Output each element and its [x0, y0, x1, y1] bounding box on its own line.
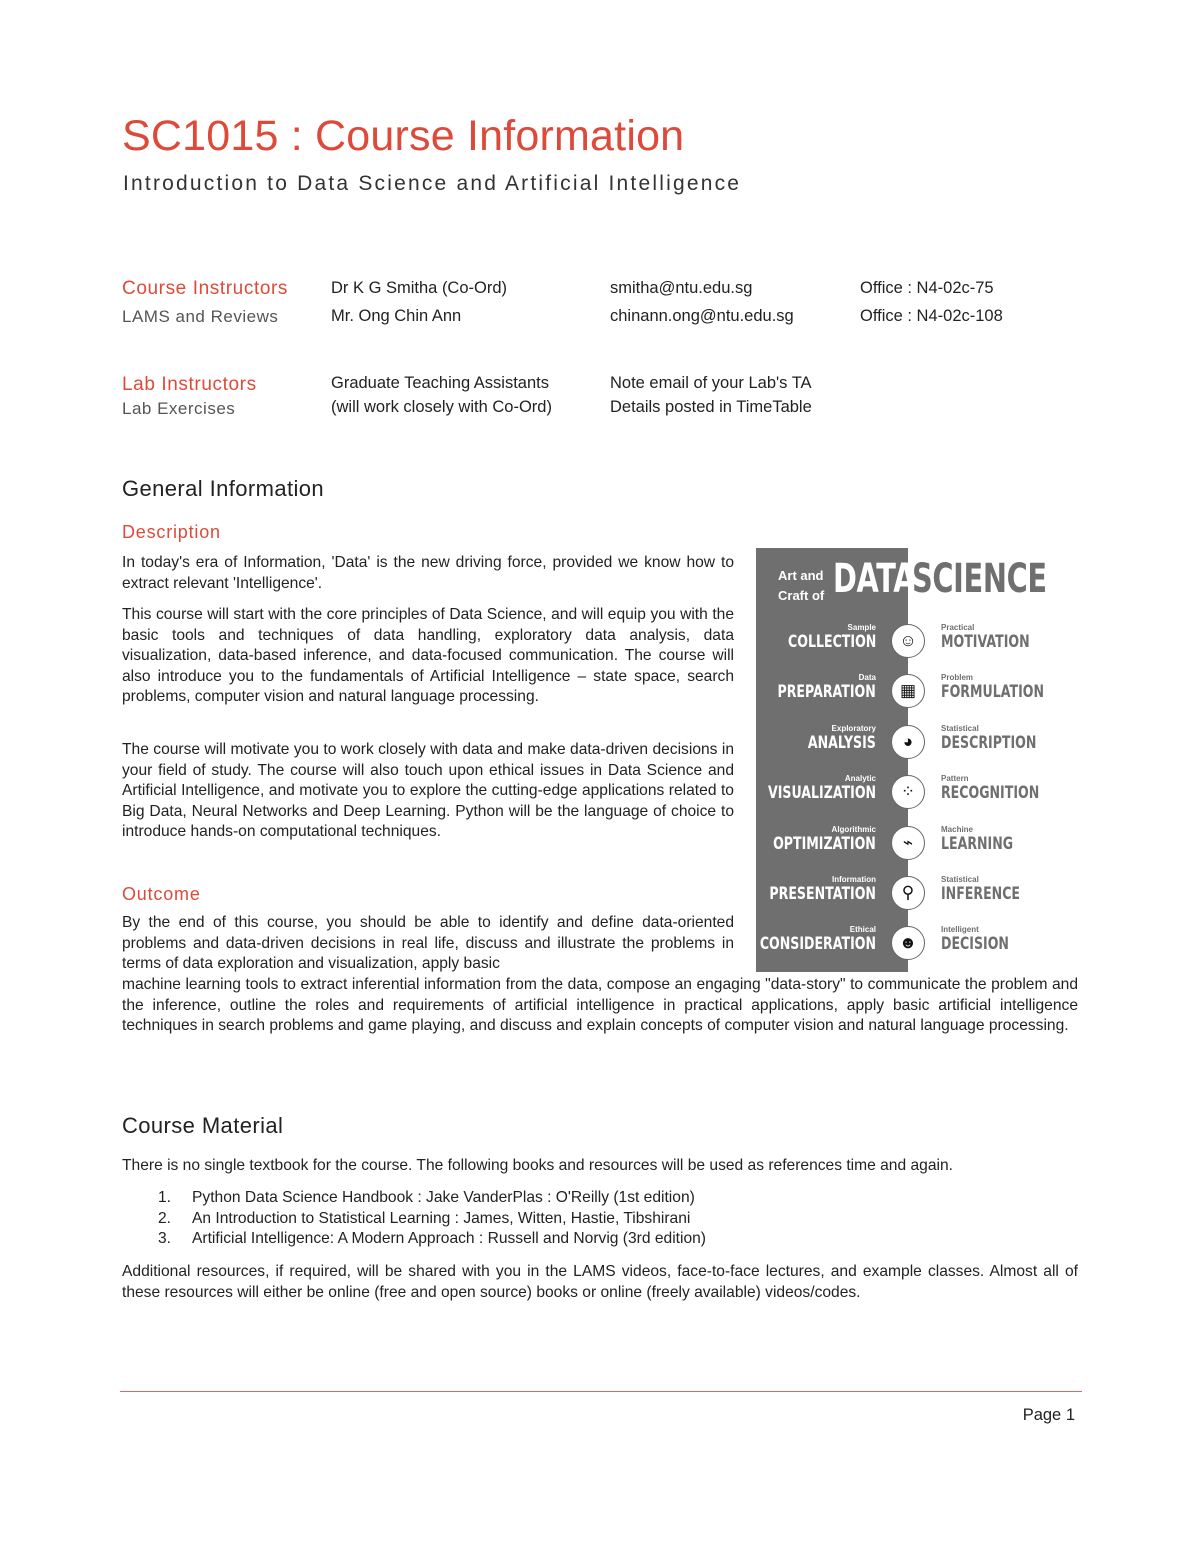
- step-caption: Algorithmic: [831, 824, 876, 834]
- scatter-icon: ⁘: [891, 775, 925, 809]
- step-caption: Practical: [941, 623, 975, 632]
- page-title: SC1015 : Course Information: [122, 112, 685, 160]
- step-title: FORMULATION: [941, 682, 1044, 703]
- list-item: [122, 1229, 706, 1250]
- step-title: OPTIMIZATION: [773, 833, 876, 854]
- instructor-email[interactable]: smitha@ntu.edu.sg: [610, 279, 753, 297]
- footer-divider: [120, 1391, 1082, 1392]
- outcome-heading: Outcome: [122, 884, 201, 904]
- art-and-craft-label: [778, 566, 824, 606]
- step-title: DECISION: [941, 934, 1009, 955]
- step-caption: Statistical: [941, 875, 979, 884]
- step-caption: Data: [858, 673, 876, 683]
- data-word: DATA: [833, 556, 916, 602]
- graphic-step-right: [941, 724, 1070, 753]
- step-title: ANALYSIS: [808, 732, 876, 753]
- data-science-graphic-right: [908, 548, 1078, 972]
- art-line-2: Craft of: [778, 588, 825, 603]
- book-title: Python Data Science Handbook : Jake VanderPlas : O'Reilly (1st edition): [192, 1189, 695, 1206]
- magnifier-icon: ⚲: [891, 876, 925, 910]
- graphic-step-left: [719, 925, 876, 954]
- lab-email-note: Note email of your Lab's TA: [610, 374, 812, 392]
- list-number: 3.: [158, 1230, 172, 1247]
- course-material-heading: Course Material: [122, 1113, 284, 1138]
- step-caption: Information: [832, 875, 876, 884]
- material-intro: There is no single textbook for the course. The following books and resources will be used as references time and again.: [122, 1157, 953, 1174]
- step-title: CONSIDERATION: [759, 934, 876, 955]
- step-caption: Intelligent: [941, 925, 979, 935]
- book-title: An Introduction to Statistical Learning : James, Witten, Hastie, Tibshirani: [192, 1209, 691, 1227]
- instructor-office: Office : N4-02c-75: [860, 279, 994, 297]
- outcome-paragraph-start: By the end of this course, you should be able to identify and define data-oriented problems and data-driven decisions in real life, discuss and illustrate the problems in terms of data exploration and visualization, apply basic: [122, 914, 734, 972]
- graphic-step-left: [784, 724, 876, 753]
- lab-instructors-label: Lab Instructors: [122, 374, 257, 395]
- book-title: Artificial Intelligence: A Modern Approach : Russell and Norvig (3rd edition): [192, 1230, 706, 1247]
- graphic-step-left: [732, 875, 876, 904]
- face-icon: ☺: [891, 624, 925, 658]
- step-caption: Ethical: [849, 925, 876, 935]
- lab-timetable-note: Details posted in TimeTable: [610, 398, 812, 416]
- step-title: VISUALIZATION: [767, 783, 876, 804]
- description-paragraph-2: This course will start with the core principles of Data Science, and will equip you with the basic tools and techniques of data handling, exploratory data analysis, data visualization, data-based inference, and data-focused communication. The course will also introduce you to the fundamentals of Artificial Intelligence – state space, search problems, computer vision and natural language processing.: [122, 606, 734, 705]
- description-heading: Description: [122, 522, 221, 542]
- instructor-name: Mr. Ong Chin Ann: [331, 307, 462, 325]
- instructor-office: Office : N4-02c-108: [860, 307, 1003, 325]
- lab-exercises-label: Lab Exercises: [122, 399, 236, 418]
- graphic-step-right: [941, 673, 1080, 702]
- general-information-heading: General Information: [122, 476, 325, 501]
- step-caption: Problem: [941, 673, 974, 683]
- material-closing: Additional resources, if required, will be shared with you in the LAMS videos, face-to-face lectures, and example classes. Almost all of these resources will either be online (free and open source) books or online (freely available) videos/codes.: [122, 1263, 1078, 1301]
- step-title: MOTIVATION: [941, 632, 1030, 652]
- step-caption: Analytic: [844, 774, 876, 784]
- graphic-step-right: [941, 875, 1048, 904]
- description-paragraph-1: In today's era of Information, 'Data' is the new driving force, provided we know how to extract relevant 'Intelligence'.: [122, 554, 734, 592]
- page-number: Page 1: [1022, 1406, 1075, 1424]
- monitor-chart-icon: ⌁: [891, 826, 925, 860]
- graphic-step-right: [941, 774, 1074, 803]
- step-title: LEARNING: [941, 833, 1014, 854]
- step-title: COLLECTION: [787, 632, 876, 652]
- step-caption: Machine: [941, 824, 974, 834]
- list-item: [122, 1188, 706, 1209]
- list-number: 1.: [158, 1189, 172, 1206]
- data-science-graphic: [756, 548, 908, 972]
- graphic-step-left: [743, 673, 876, 702]
- page-subtitle: Introduction to Data Science and Artificial Intelligence: [123, 172, 742, 195]
- list-item: [122, 1209, 706, 1230]
- step-caption: Exploratory: [831, 723, 876, 733]
- art-line-1: Art and: [778, 568, 824, 583]
- step-title: INFERENCE: [941, 884, 1021, 904]
- step-caption: Statistical: [941, 723, 979, 733]
- instructor-name: Dr K G Smitha (Co-Ord): [331, 279, 508, 297]
- graphic-step-right: [941, 825, 1038, 854]
- step-caption: Sample: [847, 623, 876, 632]
- step-title: DESCRIPTION: [941, 732, 1037, 753]
- lab-assistants-text: Graduate Teaching Assistants: [331, 374, 549, 392]
- graphic-step-left: [737, 825, 876, 854]
- course-instructors-label: Course Instructors: [122, 278, 289, 299]
- reference-list: [122, 1188, 706, 1250]
- step-caption: Pattern: [941, 774, 969, 784]
- science-word: SCIENCE: [912, 556, 1047, 602]
- instructor-email[interactable]: chinann.ong@ntu.edu.sg: [610, 307, 794, 325]
- graphic-step-right: [941, 925, 1033, 954]
- head-icon: ☻: [891, 926, 925, 960]
- step-title: RECOGNITION: [941, 783, 1040, 804]
- pie-chart-icon: ◕: [891, 725, 925, 759]
- step-title: PRESENTATION: [769, 884, 876, 904]
- step-title: PREPARATION: [777, 682, 876, 703]
- graphic-step-right: [941, 623, 1061, 652]
- description-paragraph-3: The course will motivate you to work closely with data and make data-driven decisions in your field of study. The course will also touch upon ethical issues in Data Science and Artificial Intelligence, and motivate you to explore the cutting-edge applications related to Big Data, Neural Networks and Deep Learning. Python will be the language of choice to introduce hands-on computational techniques.: [122, 741, 734, 840]
- outcome-paragraph-end: machine learning tools to extract inferential information from the data, compose an engaging "data-story" to communicate the problem and the inference, outline the roles and requirements of artificial intelligence in practical applications, apply basic artificial intelligence techniques in search problems and game playing, and discuss and explain concepts of computer vision and natural language processing.: [122, 976, 1078, 1034]
- graphic-step-left: [757, 623, 876, 652]
- lab-coord-note: (will work closely with Co-Ord): [331, 398, 552, 416]
- list-number: 2.: [158, 1209, 172, 1227]
- graphic-step-left: [730, 774, 876, 803]
- table-icon: ▦: [891, 674, 925, 708]
- lams-reviews-label: LAMS and Reviews: [122, 307, 279, 326]
